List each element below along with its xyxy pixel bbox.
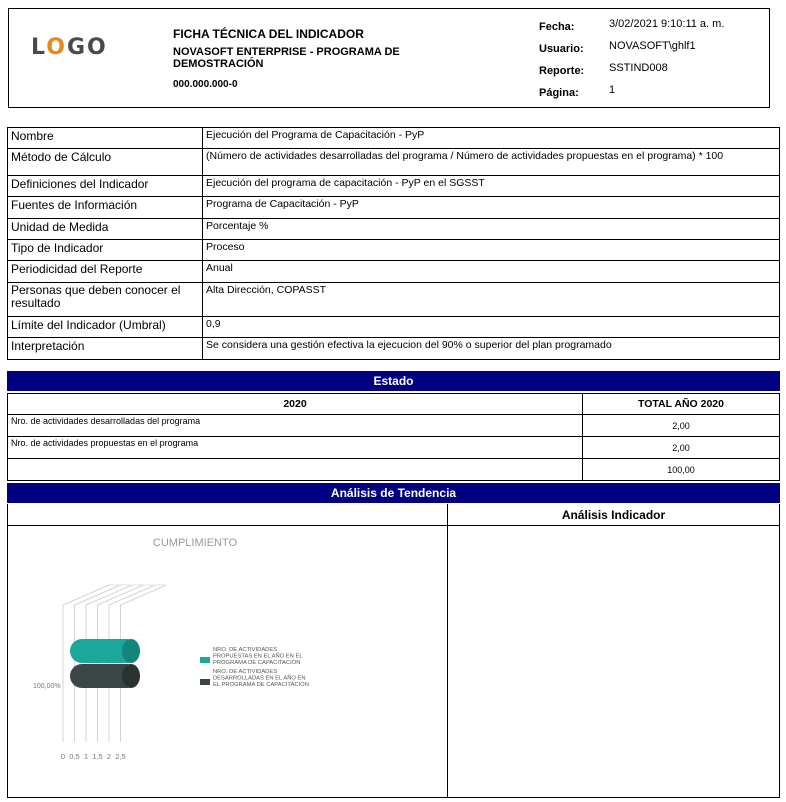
info-row xyxy=(8,317,780,338)
date-label: Fecha: xyxy=(539,21,575,33)
estado-row-value: 2,00 xyxy=(583,415,780,437)
info-value: Porcentaje % xyxy=(203,219,780,240)
indicator-info-table xyxy=(7,127,780,360)
info-label: Nombre xyxy=(8,128,203,149)
year-column-header: 2020 xyxy=(8,394,583,415)
bar-cap xyxy=(122,664,140,688)
info-row xyxy=(8,261,780,283)
user-label: Usuario: xyxy=(539,43,584,55)
info-row xyxy=(8,283,780,317)
total-column-header: TOTAL AÑO 2020 xyxy=(583,394,780,415)
info-value: 0,9 xyxy=(203,317,780,338)
legend-swatch xyxy=(200,657,210,663)
info-label: Fuentes de Información xyxy=(8,197,203,219)
info-value: Proceso xyxy=(203,240,780,261)
x-tick-label: 2 xyxy=(106,752,112,761)
estado-row-label: Nro. de actividades propuestas en el programa xyxy=(8,437,583,459)
report-label: Reporte: xyxy=(539,65,585,77)
info-row xyxy=(8,219,780,240)
estado-row-value: 2,00 xyxy=(583,437,780,459)
grid-line xyxy=(121,585,167,742)
chart-header-spacer xyxy=(7,504,448,526)
info-row xyxy=(8,197,780,219)
info-value: Se considera una gestión efectiva la ejecucion del 90% o superior del plan programado xyxy=(203,338,780,360)
info-label: Unidad de Medida xyxy=(8,219,203,240)
user-value: NOVASOFT\ghlf1 xyxy=(609,40,696,52)
estado-table xyxy=(7,393,780,481)
report-header xyxy=(8,8,770,108)
date-value: 3/02/2021 9:10:11 a. m. xyxy=(609,18,725,30)
info-value: Programa de Capacitación - PyP xyxy=(203,197,780,219)
bar-cap xyxy=(122,639,140,663)
info-label: Periodicidad del Reporte xyxy=(8,261,203,283)
report-title: FICHA TÉCNICA DEL INDICADOR xyxy=(173,27,364,41)
estado-row-label: Nro. de actividades desarrolladas del programa xyxy=(8,415,583,437)
info-row xyxy=(8,176,780,197)
info-value: Alta Dirección, COPASST xyxy=(203,283,780,317)
info-row xyxy=(8,149,780,176)
analysis-title: Análisis Indicador xyxy=(448,504,779,526)
estado-band: Estado xyxy=(7,371,780,391)
legend-swatch xyxy=(200,679,210,685)
report-value: SSTIND008 xyxy=(609,62,668,74)
info-value: Anual xyxy=(203,261,780,283)
logo-text: LOGO xyxy=(31,35,108,60)
info-label: Tipo de Indicador xyxy=(8,240,203,261)
info-value: Ejecución del Programa de Capacitación - PyP xyxy=(203,128,780,149)
info-label: Personas que deben conocer el resultado xyxy=(8,283,203,317)
page-value: 1 xyxy=(609,84,616,96)
info-label: Límite del Indicador (Umbral) xyxy=(8,317,203,338)
info-label: Interpretación xyxy=(8,338,203,360)
info-value: Ejecución del programa de capacitación - PyP en el SGSST xyxy=(203,176,780,197)
logo xyxy=(31,35,108,60)
company-name: NOVASOFT ENTERPRISE - PROGRAMA DE DEMOSTRACIÓN xyxy=(173,46,400,70)
x-tick-label: 2,5 xyxy=(115,752,126,761)
table-row xyxy=(8,415,780,437)
grid-line xyxy=(109,585,155,742)
cumplimiento-chart xyxy=(8,527,446,797)
table-row xyxy=(8,459,780,481)
y-tick-label: 100,00% xyxy=(33,683,61,690)
legend-label: NRO. DE ACTIVIDADES DESARROLLADAS EN EL AÑO EN EL PROGRAMA DE CAPACITACIÓN xyxy=(213,669,309,688)
info-label: Método de Cálculo xyxy=(8,149,203,176)
estado-row-value: 100,00 xyxy=(583,459,780,481)
info-row xyxy=(8,240,780,261)
page-label: Página: xyxy=(539,87,579,99)
table-row xyxy=(8,437,780,459)
info-label: Definiciones del Indicador xyxy=(8,176,203,197)
x-tick-label: 1 xyxy=(83,752,89,761)
info-value: (Número de actividades desarrolladas del programa / Número de actividades propuestas en el programa) * 100 xyxy=(203,149,780,176)
chart-title: CUMPLIMIENTO xyxy=(152,537,238,549)
company-nit: 000.000.000-0 xyxy=(173,79,238,90)
x-tick-label: 0 xyxy=(60,752,66,761)
estado-row-label xyxy=(8,459,583,481)
tendencia-band: Análisis de Tendencia xyxy=(7,483,780,503)
info-row xyxy=(8,128,780,149)
x-tick-label: 0,5 xyxy=(69,752,80,761)
info-row xyxy=(8,338,780,360)
analysis-panel xyxy=(447,504,780,798)
x-tick-label: 1,5 xyxy=(92,752,103,761)
legend-label: NRO. DE ACTIVIDADES PROPUESTAS EN EL AÑO EN EL PROGRAMA DE CAPACITACIÓN xyxy=(213,647,303,666)
